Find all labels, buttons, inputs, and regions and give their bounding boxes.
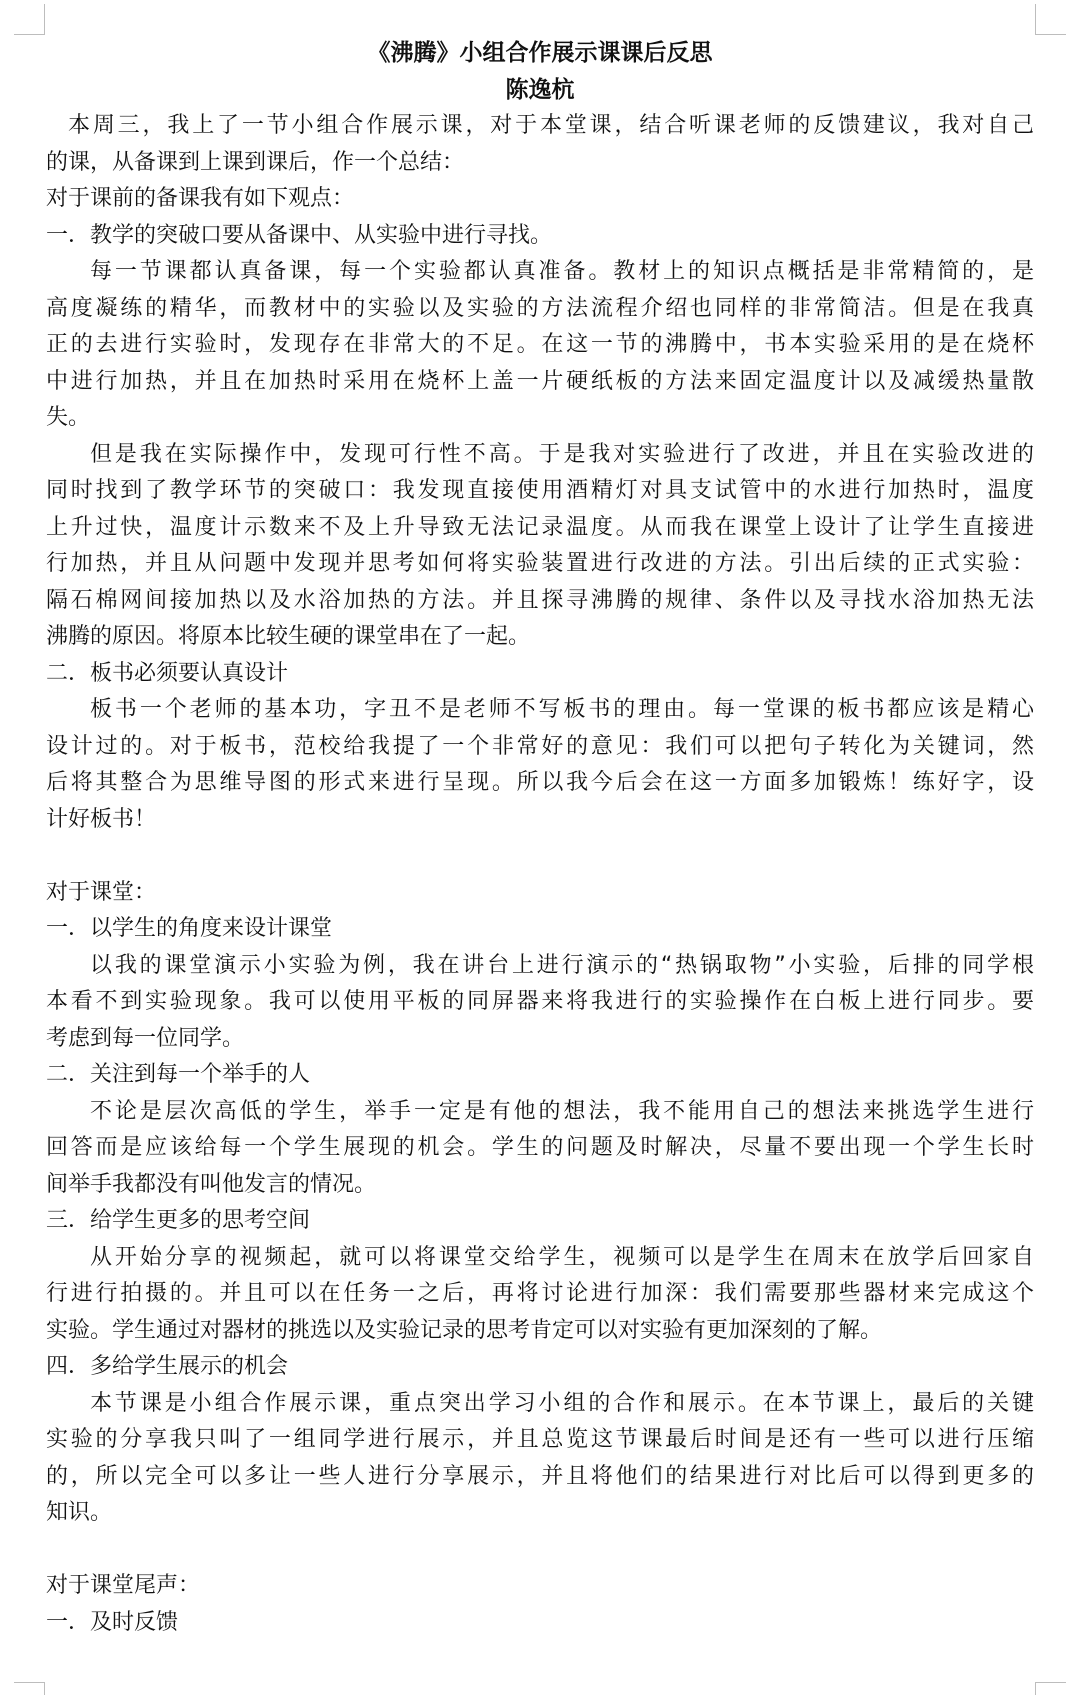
- subsection-heading: 二．关注到每一个举手的人: [46, 1062, 311, 1087]
- paragraph-line: 知识。: [46, 1500, 113, 1525]
- corner-mark-top-right: [1035, 4, 1066, 35]
- paragraph-line: 隔石棉网间接加热以及水浴加热的方法。并且探寻沸腾的规律、条件以及寻找水浴加热无法: [46, 587, 1034, 613]
- paragraph-line: 的课，从备课到上课到课后，作一个总结：: [46, 149, 465, 175]
- paragraph-line: 本周三，我上了一节小组合作展示课，对于本堂课，结合听课老师的反馈建议，我对自己: [68, 113, 1034, 138]
- section-heading: 对于课堂：: [46, 879, 157, 905]
- document-title: 《沸腾》小组合作展示课课后反思: [367, 40, 713, 66]
- paragraph-line: 的，所以完全可以多让一些人进行分享展示，并且将他们的结果进行对比后可以得到更多的: [46, 1463, 1034, 1489]
- subsection-heading: 二．板书必须要认真设计: [46, 660, 289, 686]
- paragraph-line: 实验的分享我只叫了一组同学进行展示，并且总览这节课最后时间是还有一些可以进行压缩: [46, 1427, 1034, 1452]
- blank-line: [46, 1532, 1034, 1569]
- paragraph-line: 中进行加热，并且在加热时采用在烧杯上盖一片硬纸板的方法来固定温度计以及减缓热量散: [46, 368, 1034, 394]
- paragraph-line: 上升过快，温度计示数来不及上升导致无法记录温度。从而我在课堂上设计了让学生直接进: [46, 514, 1034, 540]
- paragraph-line: 以我的课堂演示小实验为例，我在讲台上进行演示的“热锅取物”小实验，后排的同学根: [90, 952, 1034, 978]
- paragraph-line: 回答而是应该给每一个学生展现的机会。学生的问题及时解决，尽量不要出现一个学生长时: [46, 1135, 1034, 1160]
- paragraph-line: 失。: [46, 405, 91, 430]
- document-author: 陈逸杭: [505, 77, 575, 103]
- subsection-heading: 一．及时反馈: [46, 1609, 179, 1635]
- paragraph-line: 从开始分享的视频起，就可以将课堂交给学生，视频可以是学生在周末在放学后回家自: [90, 1244, 1034, 1270]
- corner-mark-bottom-right: [1035, 1682, 1066, 1695]
- subsection-heading: 三．给学生更多的思考空间: [46, 1208, 311, 1233]
- document-page: [46, 34, 1034, 1641]
- blank-line: [46, 838, 1034, 875]
- paragraph-line: 沸腾的原因。将原本比较生硬的课堂串在了一起。: [46, 624, 531, 649]
- paragraph-line: 正的去进行实验时，发现存在非常大的不足。在这一节的沸腾中，书本实验采用的是在烧杯: [46, 332, 1034, 357]
- paragraph-line: 不论是层次高低的学生，举手一定是有他的想法，我不能用自己的想法来挑选学生进行: [90, 1098, 1034, 1124]
- corner-mark-bottom-left: [14, 1682, 45, 1695]
- paragraph-line: 设计过的。对于板书，范校给我提了一个非常好的意见：我们可以把句子转化为关键词，然: [46, 733, 1034, 759]
- paragraph-line: 每一节课都认真备课，每一个实验都认真准备。教材上的知识点概括是非常精简的，是: [90, 259, 1034, 284]
- paragraph-line: 但是我在实际操作中，发现可行性不高。于是我对实验进行了改进，并且在实验改进的: [90, 441, 1034, 467]
- paragraph-line: 板书一个老师的基本功，字丑不是老师不写板书的理由。每一堂课的板书都应该是精心: [90, 697, 1034, 722]
- corner-mark-top-left: [14, 4, 45, 35]
- paragraph-line: 同时找到了教学环节的突破口：我发现直接使用酒精灯对具支试管中的水进行加热时，温度: [46, 478, 1034, 503]
- paragraph-line: 行进行拍摄的。并且可以在任务一之后，再将讨论进行加深：我们需要那些器材来完成这个: [46, 1281, 1034, 1306]
- paragraph-line: 本节课是小组合作展示课，重点突出学习小组的合作和展示。在本节课上，最后的关键: [90, 1390, 1034, 1416]
- paragraph-line: 行加热，并且从问题中发现并思考如何将实验装置进行改进的方法。引出后续的正式实验：: [46, 551, 1034, 576]
- paragraph-line: 计好板书！: [46, 806, 157, 832]
- paragraph-line: 间举手我都没有叫他发言的情况。: [46, 1171, 377, 1197]
- subsection-heading: 四．多给学生展示的机会: [46, 1354, 289, 1379]
- section-heading: 对于课堂尾声：: [46, 1573, 201, 1598]
- paragraph-line: 高度凝练的精华，而教材中的实验以及实验的方法流程介绍也同样的非常简洁。但是在我真: [46, 295, 1034, 321]
- subsection-heading: 一．教学的突破口要从备课中、从实验中进行寻找。: [46, 222, 553, 248]
- section-heading: 对于课前的备课我有如下观点：: [46, 186, 355, 211]
- subsection-heading: 一．以学生的角度来设计课堂: [46, 916, 333, 941]
- paragraph-line: 本看不到实验现象。我可以使用平板的同屏器来将我进行的实验操作在白板上进行同步。要: [46, 989, 1034, 1014]
- paragraph-line: 考虑到每一位同学。: [46, 1025, 245, 1051]
- paragraph-line: 后将其整合为思维导图的形式来进行呈现。所以我今后会在这一方面多加锻炼！练好字，设: [46, 770, 1034, 795]
- paragraph-line: 实验。学生通过对器材的挑选以及实验记录的思考肯定可以对实验有更加深刻的了解。: [46, 1317, 883, 1343]
